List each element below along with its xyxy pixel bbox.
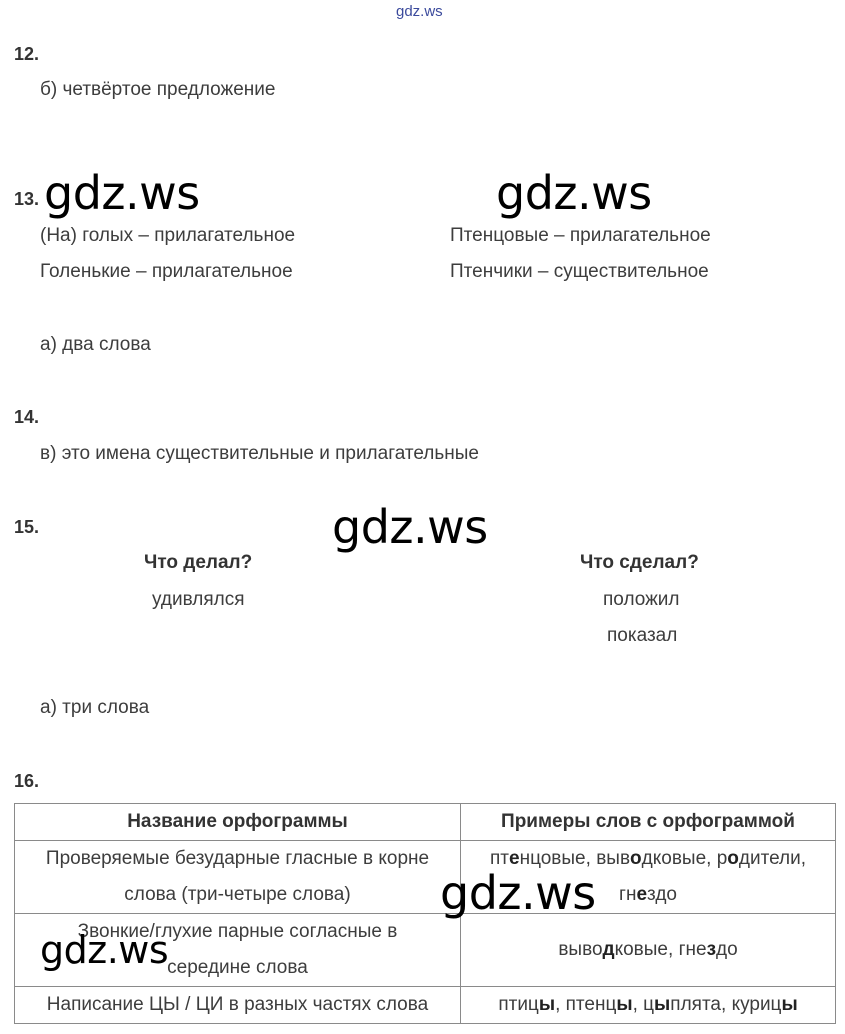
task-12-answer: б) четвёртое предложение	[40, 79, 276, 100]
example-word: гнездо	[619, 884, 677, 905]
task-12-number: 12.	[14, 44, 40, 64]
task-16-number: 16.	[14, 771, 40, 791]
task-15-col2-word-2: показал	[607, 625, 678, 646]
orthogram-examples-cell	[461, 914, 836, 987]
task-14-number: 14.	[14, 407, 40, 427]
example-word: птенцы,	[565, 994, 644, 1015]
orthogram-name-cell	[15, 841, 461, 914]
table-header-row	[15, 804, 836, 841]
watermark: gdz.ws	[496, 166, 652, 220]
orthogram-name-line: слова (три-четыре слова)	[124, 884, 351, 905]
table-header-cell: Название орфограммы	[15, 804, 461, 841]
example-word: птицы,	[498, 994, 566, 1015]
task-15-number: 15.	[14, 517, 40, 537]
task-15-col2-header: Что сделал?	[580, 552, 699, 573]
example-word: курицы	[731, 994, 798, 1015]
watermark: gdz.ws	[40, 928, 169, 972]
task-15-col1-header: Что делал?	[144, 552, 253, 573]
orthogram-name-cell: Написание ЦЫ / ЦИ в разных частях слова	[15, 987, 461, 1024]
orthogram-name-line: Звонкие/глухие парные согласные в	[77, 921, 398, 942]
task-13-right-line-1: Птенцовые – прилагательное	[450, 225, 711, 246]
task-15-col1-word-1: удивлялся	[152, 589, 245, 610]
example-word: родители,	[716, 848, 806, 869]
watermark: gdz.ws	[332, 500, 488, 554]
example-word: выводковые,	[596, 848, 717, 869]
task-13-right-line-2: Птенчики – существительное	[450, 261, 709, 282]
example-word: гнездо	[678, 939, 738, 960]
watermark-top: gdz.ws	[396, 3, 443, 20]
example-word: птенцовые,	[490, 848, 597, 869]
orthogram-examples-cell	[461, 987, 836, 1024]
task-13-left-line-2: Голенькие – прилагательное	[40, 261, 293, 282]
task-13-answer: а) два слова	[40, 334, 151, 355]
task-14-answer: в) это имена существительные и прилагательные	[40, 443, 479, 464]
orthogram-name-line: середине слова	[167, 957, 308, 978]
orthogram-name-line: Проверяемые безударные гласные в корне	[45, 848, 430, 869]
task-13-number: 13.	[14, 189, 40, 209]
table-row	[15, 841, 836, 914]
table-header-cell: Примеры слов с орфограммой	[461, 804, 836, 841]
orthogram-table	[14, 803, 836, 1024]
task-15-col2-word-1: положил	[603, 589, 680, 610]
task-15-answer: а) три слова	[40, 697, 150, 718]
watermark: gdz.ws	[440, 866, 596, 920]
example-word: выводковые,	[558, 939, 679, 960]
table-row	[15, 987, 836, 1024]
watermark: gdz.ws	[44, 166, 200, 220]
task-13-left-line-1: (На) голых – прилагательное	[40, 225, 296, 246]
example-word: цыплята,	[643, 994, 732, 1015]
